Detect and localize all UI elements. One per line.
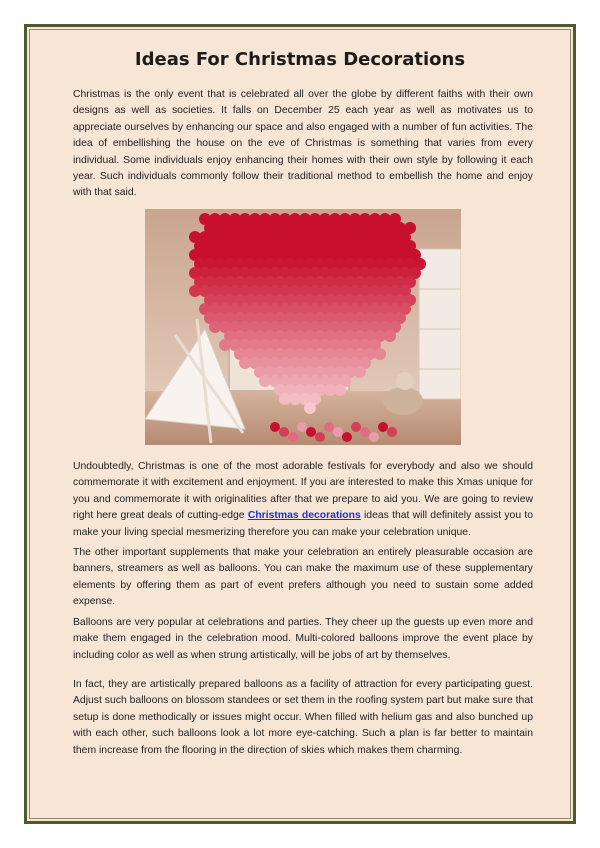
balloon: [342, 432, 352, 442]
document-page: [24, 24, 576, 824]
balloon: [304, 402, 316, 414]
paragraph-arrangement: In fact, they are artistically prepared balloons as a facility of attraction for every participating guest. Adjust such balloons on blossom standees or set them in the roofing system part but make sure that setup is done methodically or issues might occur. When filled with helium gas and also bunched up with each other, such balloons look a lot more eye-catching. Such a plan is far better to maintain them increase from the flooring in the direction of skies which makes them charming.: [73, 679, 533, 756]
balloon: [351, 422, 361, 432]
balloon: [279, 427, 289, 437]
balloon: [378, 422, 388, 432]
paragraph-supplements: The other important supplements that make your celebration an entirely pleasurable occasion are banners, streamers as well as balloons. You can make the maximum use of these supplementary elements by offering them as part of event prefers although you need to sustain some added expense.: [73, 547, 533, 608]
heart-balloon-photo: [145, 209, 461, 445]
balloon: [306, 427, 316, 437]
balloon: [334, 384, 346, 396]
balloon: [374, 348, 386, 360]
balloon: [384, 330, 396, 342]
balloon: [297, 422, 307, 432]
balloon: [387, 427, 397, 437]
balloon: [324, 422, 334, 432]
basket: [383, 387, 423, 415]
balloon: [288, 432, 298, 442]
paragraph-festival: Undoubtedly, Christmas is one of the most adorable festivals for everybody and also we should commemorate it with excitement and enjoyment. If you are interested to make this Xmas unique for you and commemorate it with originalities after that we prepare to aid you. We are going to review right here great deals of cutting-edge Christmas decorations ideas that will definitely assist you to make your living special mesmerizing therefore you can make your celebration unique.: [73, 461, 533, 538]
balloon: [333, 427, 343, 437]
balloon: [315, 432, 325, 442]
bookshelf: [419, 249, 461, 399]
balloon: [369, 432, 379, 442]
paragraph-intro: Christmas is the only event that is celebrated all over the globe by different faiths with their own designs as well as societies. It falls on December 25 each year as well as motivates us to appreciate ourselves by enhancing our space and also engaged with a number of fun activities. The idea of embellishing the house on the eve of Christmas is something that varies from every individual. Some individuals enjoy enhancing their homes with their own style by following it each year. Such individuals commonly follow their traditional method to embellish the home and enjoy with that said.: [73, 89, 533, 199]
page-title: Ideas For Christmas Decorations: [134, 49, 466, 70]
paragraph-balloons: Balloons are very popular at celebrations and parties. They cheer up the guests up even more and make them engaged in the celebration mood. Multi-colored balloons improve the event place by including color as well as when strung artistically, will be jobs of art by themselves.: [73, 617, 533, 661]
teddy-bear: [396, 372, 414, 390]
balloon: [354, 366, 366, 378]
balloon: [360, 427, 370, 437]
balloon: [270, 422, 280, 432]
christmas-decorations-link[interactable]: Christmas decorations: [247, 510, 361, 522]
